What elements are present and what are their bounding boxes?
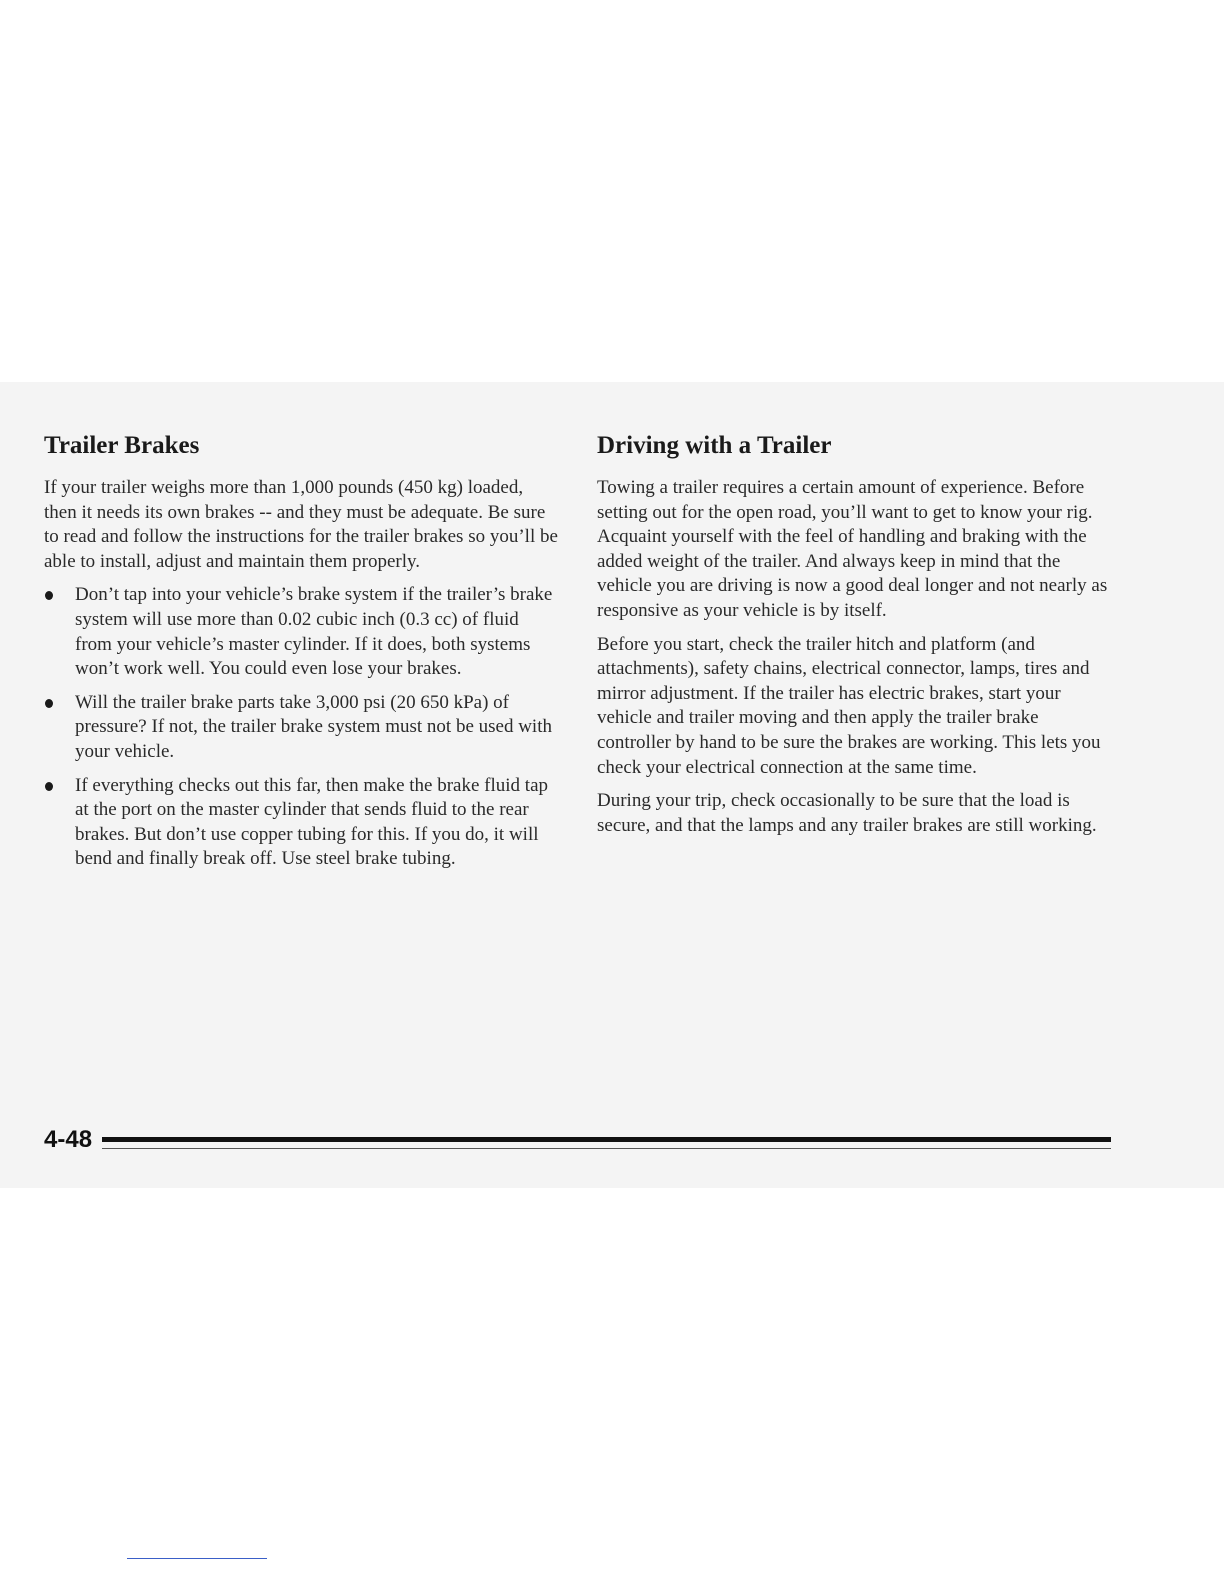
bullet-text: If everything checks out this far, then make the brake fluid tap at the port on the master cylinder that sends fluid to the rear brakes. But don’t use copper tubing for this. If you do, it will bend and finally break off. Use steel brake tubing.: [75, 774, 549, 870]
paragraph: Towing a trailer requires a certain amount of experience. Before setting out for the open road, you’ll want to get to know your rig. Acquaint yourself with the feel of handling and braking with the added weight of the trailer. And always keep in mind that the vehicle you are driving is now a good deal longer and not nearly as responsive as your vehicle is by itself.: [597, 477, 1108, 621]
trailer-brakes-bullet-list: [44, 583, 560, 872]
page-number: 4-48: [44, 1126, 93, 1153]
bottom-underline-divider: [127, 1558, 267, 1559]
bullet-text: Don’t tap into your vehicle’s brake system if the trailer’s brake system will use more than 0.02 cubic inch (0.3 cc) of fluid from your vehicle’s master cylinder. If it does, both systems won’t work well. You could even lose your brakes.: [75, 584, 553, 680]
trailer-brakes-heading: Trailer Brakes: [44, 432, 200, 459]
bullet-dot-icon: [45, 591, 53, 600]
bullet-text: Will the trailer brake parts take 3,000 psi (20 650 kPa) of pressure? If not, the trailer brake system must not be used with your vehicle.: [75, 691, 552, 762]
bullet-item: [44, 691, 560, 765]
driving-with-trailer-section: [597, 430, 1117, 847]
driving-with-trailer-heading: Driving with a Trailer: [597, 432, 832, 459]
trailer-brakes-section: [44, 430, 560, 881]
paragraph: During your trip, check occasionally to be sure that the load is secure, and that the lamps and any trailer brakes are still working.: [597, 790, 1097, 836]
bullet-dot-icon: [45, 699, 53, 708]
bullet-item: [44, 774, 560, 872]
bullet-dot-icon: [45, 782, 53, 791]
bullet-item: [44, 583, 560, 681]
trailer-brakes-intro: If your trailer weighs more than 1,000 pounds (450 kg) loaded, then it needs its own brakes -- and they must be adequate. Be sure to read and follow the instructions for the trailer brakes so you’ll be able to install, adjust and maintain them properly.: [44, 477, 558, 572]
footer-rule-thin: [102, 1148, 1111, 1149]
footer-rule-thick: [102, 1137, 1111, 1142]
paragraph: Before you start, check the trailer hitch and platform (and attachments), safety chains, electrical connector, lamps, tires and mirror adjustment. If the trailer has electric brakes, start your vehicle and trailer moving and then apply the trailer brake controller by hand to be sure the brakes are working. This lets you check your electrical connection at the same time.: [597, 633, 1101, 778]
